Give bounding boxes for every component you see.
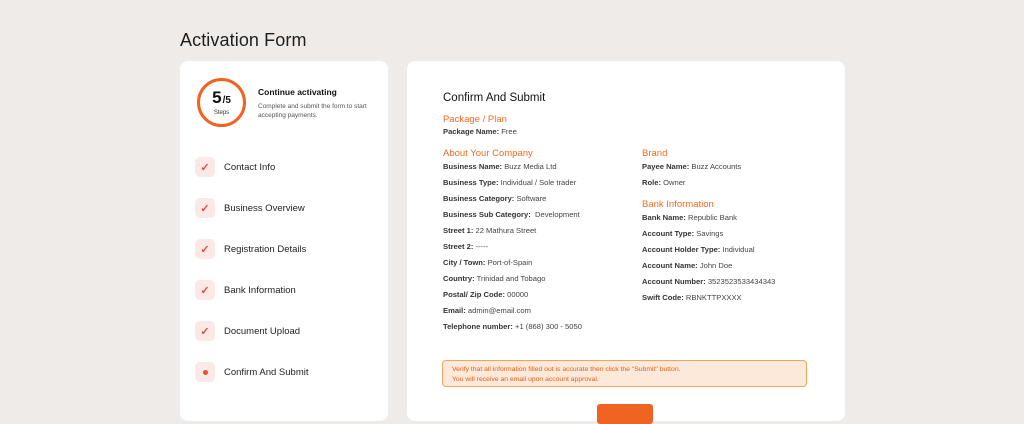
- check-icon: ✓: [195, 198, 215, 218]
- check-icon: ✓: [195, 239, 215, 259]
- detail-value: Owner: [660, 178, 686, 187]
- detail-row: [642, 277, 775, 286]
- detail-key: Email:: [443, 306, 466, 315]
- section-heading-brand: Brand: [642, 148, 668, 159]
- detail-value: Buzz Media Ltd: [502, 162, 557, 171]
- detail-row: [443, 322, 582, 331]
- detail-row: [443, 242, 488, 251]
- detail-row: [642, 178, 685, 187]
- detail-key: Postal/ Zip Code:: [443, 290, 506, 299]
- detail-value: admin@email.com: [465, 306, 531, 315]
- detail-key: Country:: [443, 274, 475, 283]
- detail-key: Street 2:: [443, 242, 474, 251]
- detail-key: Business Name:: [443, 162, 503, 171]
- detail-value: Software: [514, 194, 547, 203]
- detail-key: Telephone number:: [443, 322, 513, 331]
- detail-row: [642, 245, 755, 254]
- submit-button[interactable]: [597, 404, 653, 424]
- page-title: Activation Form: [180, 30, 307, 50]
- detail-row: [642, 261, 732, 270]
- detail-value: John Doe: [697, 261, 733, 270]
- step-item[interactable]: [195, 157, 375, 177]
- detail-value: Individual: [720, 245, 755, 254]
- detail-value: 3523523533434343: [705, 277, 776, 286]
- sidebar-heading-block: [258, 87, 378, 120]
- dot-icon: [195, 362, 215, 382]
- detail-row: [443, 194, 546, 203]
- sidebar-heading: Continue activating: [258, 87, 337, 97]
- detail-value: +1 (868) 300 - 5050: [512, 322, 582, 331]
- step-item[interactable]: [195, 280, 375, 300]
- detail-value: Trinidad and Tobago: [474, 274, 546, 283]
- progress-current: 5: [212, 88, 222, 107]
- step-label: Bank Information: [224, 284, 296, 296]
- detail-key: Role:: [642, 178, 661, 187]
- detail-row: [443, 290, 528, 299]
- progress-unit: Steps: [213, 110, 230, 116]
- step-label: Registration Details: [224, 243, 307, 255]
- detail-row: [642, 229, 723, 238]
- detail-value: Individual / Sole trader: [498, 178, 577, 187]
- step-item[interactable]: [195, 198, 375, 218]
- step-label: Business Overview: [224, 202, 305, 214]
- step-label: Contact Info: [224, 161, 276, 173]
- detail-row: [443, 162, 557, 171]
- check-icon: ✓: [195, 157, 215, 177]
- detail-value: Free: [499, 127, 517, 136]
- detail-value: 22 Mathura Street: [473, 226, 537, 235]
- detail-value: -----: [473, 242, 489, 251]
- detail-row: [443, 210, 580, 219]
- progress-ring: [196, 77, 247, 128]
- detail-row: [443, 127, 517, 136]
- dot-mark: [203, 370, 208, 375]
- steps-sidebar: [180, 61, 388, 421]
- detail-key: Package Name:: [443, 127, 500, 136]
- detail-key: Swift Code:: [642, 293, 684, 302]
- step-label: Document Upload: [224, 325, 301, 337]
- detail-key: Business Sub Category:: [443, 210, 531, 219]
- notice-line-2: You will receive an email upon account approval.: [452, 375, 599, 383]
- step-item[interactable]: [195, 239, 375, 259]
- detail-key: Street 1:: [443, 226, 474, 235]
- detail-value: RBNKTTPXXXX: [683, 293, 742, 302]
- confirm-panel: [407, 61, 845, 421]
- detail-value: Buzz Accounts: [689, 162, 742, 171]
- step-item[interactable]: [195, 321, 375, 341]
- check-icon: ✓: [195, 280, 215, 300]
- detail-row: [443, 306, 531, 315]
- detail-row: [642, 293, 742, 302]
- section-heading-package: Package / Plan: [443, 114, 507, 125]
- detail-value: Development: [530, 210, 580, 219]
- detail-key: Business Category:: [443, 194, 515, 203]
- detail-key: Bank Name:: [642, 213, 686, 222]
- detail-key: Account Number:: [642, 277, 706, 286]
- step-item[interactable]: [195, 362, 375, 382]
- detail-row: [443, 258, 532, 267]
- panel-title: Confirm And Submit: [443, 92, 546, 104]
- step-label: Confirm And Submit: [224, 366, 309, 378]
- detail-key: Account Type:: [642, 229, 695, 238]
- detail-row: [443, 274, 545, 283]
- section-heading-bank: Bank Information: [642, 199, 714, 210]
- detail-key: Business Type:: [443, 178, 499, 187]
- detail-value: Republic Bank: [685, 213, 737, 222]
- sidebar-description: Complete and submit the form to start accepting payments.: [258, 103, 367, 119]
- check-icon: ✓: [195, 321, 215, 341]
- detail-key: Payee Name:: [642, 162, 690, 171]
- detail-row: [642, 162, 741, 171]
- detail-row: [443, 226, 536, 235]
- detail-value: Savings: [694, 229, 724, 238]
- detail-value: Port-of-Spain: [485, 258, 533, 267]
- progress-total: /5: [222, 95, 231, 106]
- verification-notice: [442, 360, 807, 387]
- detail-row: [642, 213, 737, 222]
- detail-value: 00000: [505, 290, 529, 299]
- detail-key: Account Holder Type:: [642, 245, 721, 254]
- detail-row: [443, 178, 576, 187]
- section-heading-company: About Your Company: [443, 148, 533, 159]
- detail-key: City / Town:: [443, 258, 486, 267]
- detail-key: Account Name:: [642, 261, 698, 270]
- notice-line-1: Verify that all information filled out is accurate then click the "Submit" button.: [452, 366, 681, 373]
